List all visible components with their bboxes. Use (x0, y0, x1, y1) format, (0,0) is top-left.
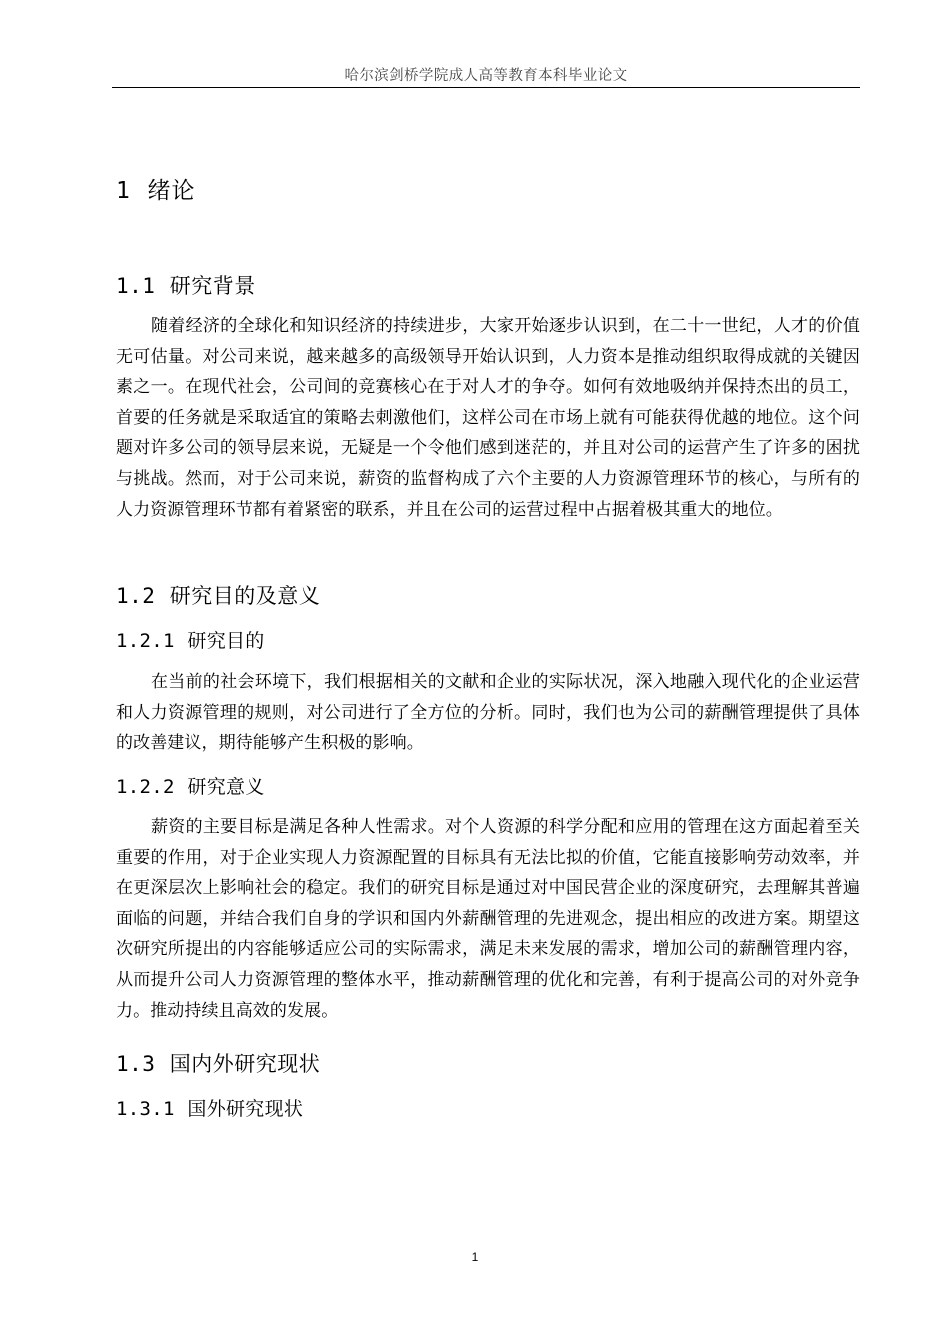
section-title: 国内外研究现状 (169, 1052, 321, 1076)
section-number: 1.3 (116, 1052, 156, 1076)
chapter-heading (116, 172, 195, 205)
section-heading-1-2 (116, 580, 320, 610)
chapter-number: 1 (116, 178, 131, 204)
paragraph-research-background: 随着经济的全球化和知识经济的持续进步，大家开始逐步认识到，在二十一世纪，人才的价值无可估量。对公司来说，越来越多的高级领导开始认识到，人力资本是推动组织取得成就的关键因素之一。在现代社会，公司间的竞赛核心在于对人才的争夺。如何有效地吸纳并保持杰出的员工，首要的任务就是采取适宜的策略去刺激他们，这样公司在市场上就有可能获得优越的地位。这个问题对许多公司的领导层来说，无疑是一个令他们感到迷茫的，并且对公司的运营产生了许多的困扰与挑战。然而，对于公司来说，薪资的监督构成了六个主要的人力资源管理环节的核心，与所有的人力资源管理环节都有着紧密的联系，并且在公司的运营过程中占据着极其重大的地位。 (116, 316, 860, 520)
section-heading-1-1 (116, 270, 256, 300)
paragraph-research-purpose: 在当前的社会环境下，我们根据相关的文献和企业的实际状况，深入地融入现代化的企业运营和人力资源管理的规则，对公司进行了全方位的分析。同时，我们也为公司的薪酬管理提供了具体的改善建议，期待能够产生积极的影响。 (116, 672, 860, 754)
subsection-number: 1.3.1 (116, 1098, 175, 1120)
section-number: 1.2 (116, 584, 156, 608)
subsection-heading-1-3-1 (116, 1094, 303, 1121)
subsection-title: 研究目的 (187, 630, 265, 652)
section-heading-1-3 (116, 1048, 320, 1078)
running-header: 哈尔滨剑桥学院成人高等教育本科毕业论文 (344, 68, 628, 84)
header-divider (112, 87, 860, 88)
paragraph-research-significance: 薪资的主要目标是满足各种人性需求。对个人资源的科学分配和应用的管理在这方面起着至关重要的作用，对于企业实现人力资源配置的目标具有无法比拟的价值，它能直接影响劳动效率，并在更深层次上影响社会的稳定。我们的研究目标是通过对中国民营企业的深度研究，去理解其普遍面临的问题，并结合我们自身的学识和国内外薪酬管理的先进观念，提出相应的改进方案。期望这次研究所提出的内容能够适应公司的实际需求，满足未来发展的需求，增加公司的薪酬管理内容，从而提升公司人力资源管理的整体水平，推动薪酬管理的优化和完善，有利于提高公司的对外竞争力。推动持续且高效的发展。 (116, 817, 860, 1021)
subsection-heading-1-2-2 (116, 772, 265, 799)
section-title: 研究背景 (169, 274, 256, 298)
section-number: 1.1 (116, 274, 156, 298)
subsection-heading-1-2-1 (116, 626, 265, 653)
subsection-number: 1.2.2 (116, 776, 175, 798)
subsection-title: 研究意义 (187, 776, 265, 798)
subsection-number: 1.2.1 (116, 630, 175, 652)
page-number: 1 (471, 1250, 479, 1264)
section-title: 研究目的及意义 (169, 584, 321, 608)
chapter-title: 绪论 (147, 178, 196, 204)
subsection-title: 国外研究现状 (187, 1098, 304, 1120)
